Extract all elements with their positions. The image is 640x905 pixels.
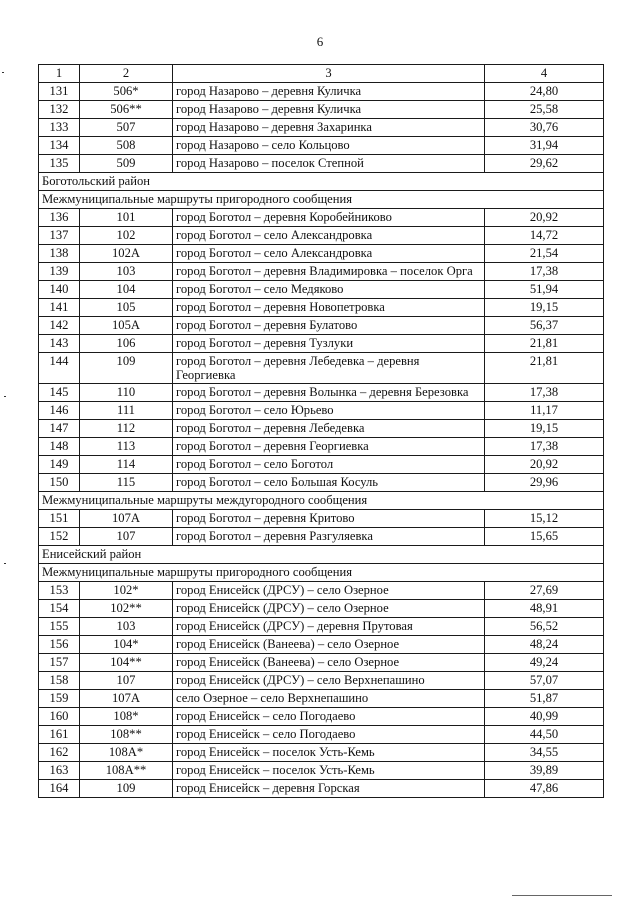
table-row: [39, 690, 604, 708]
route-name-cell: город Енисейск – поселок Усть-Кемь: [173, 762, 485, 780]
row-number-cell: 149: [39, 456, 80, 474]
route-code-cell: 106: [80, 335, 173, 353]
scan-mark: [512, 895, 612, 896]
route-name-cell: город Назарово – деревня Куличка: [173, 101, 485, 119]
row-number-cell: 152: [39, 528, 80, 546]
route-code-cell: 107А: [80, 690, 173, 708]
section-row: [39, 173, 604, 191]
row-number-cell: 145: [39, 384, 80, 402]
row-number-cell: 160: [39, 708, 80, 726]
section-heading: Енисейский район: [39, 546, 604, 564]
table-row: [39, 209, 604, 227]
row-number-cell: 139: [39, 263, 80, 281]
route-name-cell: город Назарово – деревня Захаринка: [173, 119, 485, 137]
table-row: [39, 353, 604, 384]
table-row: [39, 119, 604, 137]
row-number-cell: 159: [39, 690, 80, 708]
distance-cell: 20,92: [485, 209, 604, 227]
table-row: [39, 420, 604, 438]
row-number-cell: 154: [39, 600, 80, 618]
route-code-cell: 114: [80, 456, 173, 474]
route-code-cell: 104**: [80, 654, 173, 672]
route-name-cell: город Енисейск (ДРСУ) – деревня Прутовая: [173, 618, 485, 636]
section-heading: Боготольский район: [39, 173, 604, 191]
distance-cell: 31,94: [485, 137, 604, 155]
route-code-cell: 103: [80, 263, 173, 281]
table-row: [39, 83, 604, 101]
route-code-cell: 108**: [80, 726, 173, 744]
row-number-cell: 146: [39, 402, 80, 420]
row-number-cell: 150: [39, 474, 80, 492]
row-number-cell: 134: [39, 137, 80, 155]
route-name-cell: город Енисейск – село Погодаево: [173, 708, 485, 726]
table-row: [39, 317, 604, 335]
distance-cell: 48,91: [485, 600, 604, 618]
table-row: [39, 263, 604, 281]
distance-cell: 29,62: [485, 155, 604, 173]
section-row: [39, 191, 604, 209]
distance-cell: 27,69: [485, 582, 604, 600]
route-code-cell: 509: [80, 155, 173, 173]
distance-cell: 19,15: [485, 299, 604, 317]
distance-cell: 40,99: [485, 708, 604, 726]
route-code-cell: 104: [80, 281, 173, 299]
section-row: [39, 546, 604, 564]
row-number-cell: 162: [39, 744, 80, 762]
distance-cell: 21,81: [485, 353, 604, 384]
route-code-cell: 115: [80, 474, 173, 492]
row-number-cell: 164: [39, 780, 80, 798]
distance-cell: 47,86: [485, 780, 604, 798]
distance-cell: 17,38: [485, 438, 604, 456]
route-code-cell: 508: [80, 137, 173, 155]
route-name-cell: город Боготол – деревня Георгиевка: [173, 438, 485, 456]
route-name-cell: город Енисейск (ДРСУ) – село Верхнепашино: [173, 672, 485, 690]
table-row: [39, 654, 604, 672]
distance-cell: 48,24: [485, 636, 604, 654]
table-row: [39, 456, 604, 474]
distance-cell: 11,17: [485, 402, 604, 420]
distance-cell: 25,58: [485, 101, 604, 119]
table-row: [39, 281, 604, 299]
table-header-row: [39, 65, 604, 83]
row-number-cell: 138: [39, 245, 80, 263]
distance-cell: 34,55: [485, 744, 604, 762]
table-row: [39, 672, 604, 690]
route-code-cell: 113: [80, 438, 173, 456]
route-code-cell: 102*: [80, 582, 173, 600]
distance-cell: 56,37: [485, 317, 604, 335]
route-name-cell: город Енисейск – село Погодаево: [173, 726, 485, 744]
route-code-cell: 507: [80, 119, 173, 137]
scan-mark: [4, 563, 6, 564]
row-number-cell: 141: [39, 299, 80, 317]
distance-cell: 57,07: [485, 672, 604, 690]
route-name-cell: город Боготол – деревня Булатово: [173, 317, 485, 335]
route-code-cell: 105А: [80, 317, 173, 335]
row-number-cell: 155: [39, 618, 80, 636]
distance-cell: 20,92: [485, 456, 604, 474]
row-number-cell: 163: [39, 762, 80, 780]
header-cell-route-name: 3: [173, 65, 485, 83]
route-code-cell: 108*: [80, 708, 173, 726]
distance-cell: 29,96: [485, 474, 604, 492]
row-number-cell: 143: [39, 335, 80, 353]
section-heading: Межмуниципальные маршруты пригородного сообщения: [39, 564, 604, 582]
table-row: [39, 600, 604, 618]
route-code-cell: 111: [80, 402, 173, 420]
route-name-cell: город Боготол – село Юрьево: [173, 402, 485, 420]
row-number-cell: 157: [39, 654, 80, 672]
route-code-cell: 108А**: [80, 762, 173, 780]
table-row: [39, 101, 604, 119]
row-number-cell: 142: [39, 317, 80, 335]
table-row: [39, 438, 604, 456]
route-code-cell: 112: [80, 420, 173, 438]
distance-cell: 51,87: [485, 690, 604, 708]
route-code-cell: 506*: [80, 83, 173, 101]
route-code-cell: 107А: [80, 510, 173, 528]
route-code-cell: 102: [80, 227, 173, 245]
row-number-cell: 153: [39, 582, 80, 600]
table-row: [39, 708, 604, 726]
route-code-cell: 103: [80, 618, 173, 636]
distance-cell: 44,50: [485, 726, 604, 744]
row-number-cell: 137: [39, 227, 80, 245]
route-name-cell: город Енисейск (Ванеева) – село Озерное: [173, 636, 485, 654]
section-row: [39, 492, 604, 510]
distance-cell: 17,38: [485, 263, 604, 281]
routes-table: [38, 64, 604, 798]
row-number-cell: 158: [39, 672, 80, 690]
route-code-cell: 108А*: [80, 744, 173, 762]
distance-cell: 39,89: [485, 762, 604, 780]
table-row: [39, 474, 604, 492]
distance-cell: 15,65: [485, 528, 604, 546]
row-number-cell: 131: [39, 83, 80, 101]
table-row: [39, 528, 604, 546]
route-name-cell: город Боготол – село Александровка: [173, 227, 485, 245]
distance-cell: 30,76: [485, 119, 604, 137]
table-row: [39, 780, 604, 798]
route-code-cell: 109: [80, 353, 173, 384]
distance-cell: 24,80: [485, 83, 604, 101]
route-name-cell: город Боготол – деревня Лебедевка: [173, 420, 485, 438]
row-number-cell: 156: [39, 636, 80, 654]
row-number-cell: 136: [39, 209, 80, 227]
route-code-cell: 102А: [80, 245, 173, 263]
scan-mark: [4, 396, 6, 397]
row-number-cell: 135: [39, 155, 80, 173]
row-number-cell: 147: [39, 420, 80, 438]
row-number-cell: 151: [39, 510, 80, 528]
route-name-cell: город Боготол – деревня Лебедевка – деревня Георгиевка: [173, 353, 485, 384]
table-row: [39, 744, 604, 762]
route-name-cell: город Назарово – поселок Степной: [173, 155, 485, 173]
section-heading: Межмуниципальные маршруты междугородного сообщения: [39, 492, 604, 510]
table-row: [39, 384, 604, 402]
distance-cell: 21,81: [485, 335, 604, 353]
route-name-cell: город Боготол – деревня Критово: [173, 510, 485, 528]
table-row: [39, 155, 604, 173]
route-code-cell: 102**: [80, 600, 173, 618]
route-code-cell: 506**: [80, 101, 173, 119]
table-row: [39, 335, 604, 353]
route-name-cell: село Озерное – село Верхнепашино: [173, 690, 485, 708]
table-row: [39, 618, 604, 636]
header-cell-number: 1: [39, 65, 80, 83]
routes-table-body: [39, 65, 604, 798]
distance-cell: 17,38: [485, 384, 604, 402]
route-code-cell: 110: [80, 384, 173, 402]
row-number-cell: 133: [39, 119, 80, 137]
row-number-cell: 140: [39, 281, 80, 299]
table-row: [39, 726, 604, 744]
page-number: 6: [316, 34, 324, 49]
distance-cell: 51,94: [485, 281, 604, 299]
section-heading: Межмуниципальные маршруты пригородного сообщения: [39, 191, 604, 209]
route-code-cell: 107: [80, 528, 173, 546]
distance-cell: 21,54: [485, 245, 604, 263]
route-name-cell: город Енисейск (Ванеева) – село Озерное: [173, 654, 485, 672]
table-row: [39, 582, 604, 600]
route-name-cell: город Боготол – деревня Волынка – деревня Березовка: [173, 384, 485, 402]
section-row: [39, 564, 604, 582]
route-name-cell: город Боготол – деревня Коробейниково: [173, 209, 485, 227]
route-code-cell: 107: [80, 672, 173, 690]
route-name-cell: город Боготол – село Боготол: [173, 456, 485, 474]
distance-cell: 14,72: [485, 227, 604, 245]
route-code-cell: 104*: [80, 636, 173, 654]
route-name-cell: город Енисейск – деревня Горская: [173, 780, 485, 798]
route-name-cell: город Боготол – деревня Разгуляевка: [173, 528, 485, 546]
row-number-cell: 144: [39, 353, 80, 384]
route-name-cell: город Боготол – село Александровка: [173, 245, 485, 263]
route-name-cell: город Боготол – село Большая Косуль: [173, 474, 485, 492]
route-name-cell: город Боготол – деревня Тузлуки: [173, 335, 485, 353]
table-row: [39, 636, 604, 654]
row-number-cell: 161: [39, 726, 80, 744]
route-name-cell: город Енисейск (ДРСУ) – село Озерное: [173, 600, 485, 618]
table-row: [39, 299, 604, 317]
table-row: [39, 137, 604, 155]
header-cell-route-code: 2: [80, 65, 173, 83]
distance-cell: 49,24: [485, 654, 604, 672]
route-name-cell: город Боготол – деревня Владимировка – поселок Орга: [173, 263, 485, 281]
route-name-cell: город Боготол – деревня Новопетровка: [173, 299, 485, 317]
scan-mark: [2, 72, 4, 73]
table-row: [39, 402, 604, 420]
header-cell-distance: 4: [485, 65, 604, 83]
route-name-cell: город Назарово – деревня Куличка: [173, 83, 485, 101]
row-number-cell: 132: [39, 101, 80, 119]
distance-cell: 56,52: [485, 618, 604, 636]
route-code-cell: 109: [80, 780, 173, 798]
row-number-cell: 148: [39, 438, 80, 456]
table-row: [39, 227, 604, 245]
route-name-cell: город Енисейск – поселок Усть-Кемь: [173, 744, 485, 762]
route-name-cell: город Енисейск (ДРСУ) – село Озерное: [173, 582, 485, 600]
route-code-cell: 105: [80, 299, 173, 317]
table-row: [39, 245, 604, 263]
distance-cell: 19,15: [485, 420, 604, 438]
route-name-cell: город Боготол – село Медяково: [173, 281, 485, 299]
route-name-cell: город Назарово – село Кольцово: [173, 137, 485, 155]
table-row: [39, 510, 604, 528]
route-code-cell: 101: [80, 209, 173, 227]
table-row: [39, 762, 604, 780]
distance-cell: 15,12: [485, 510, 604, 528]
